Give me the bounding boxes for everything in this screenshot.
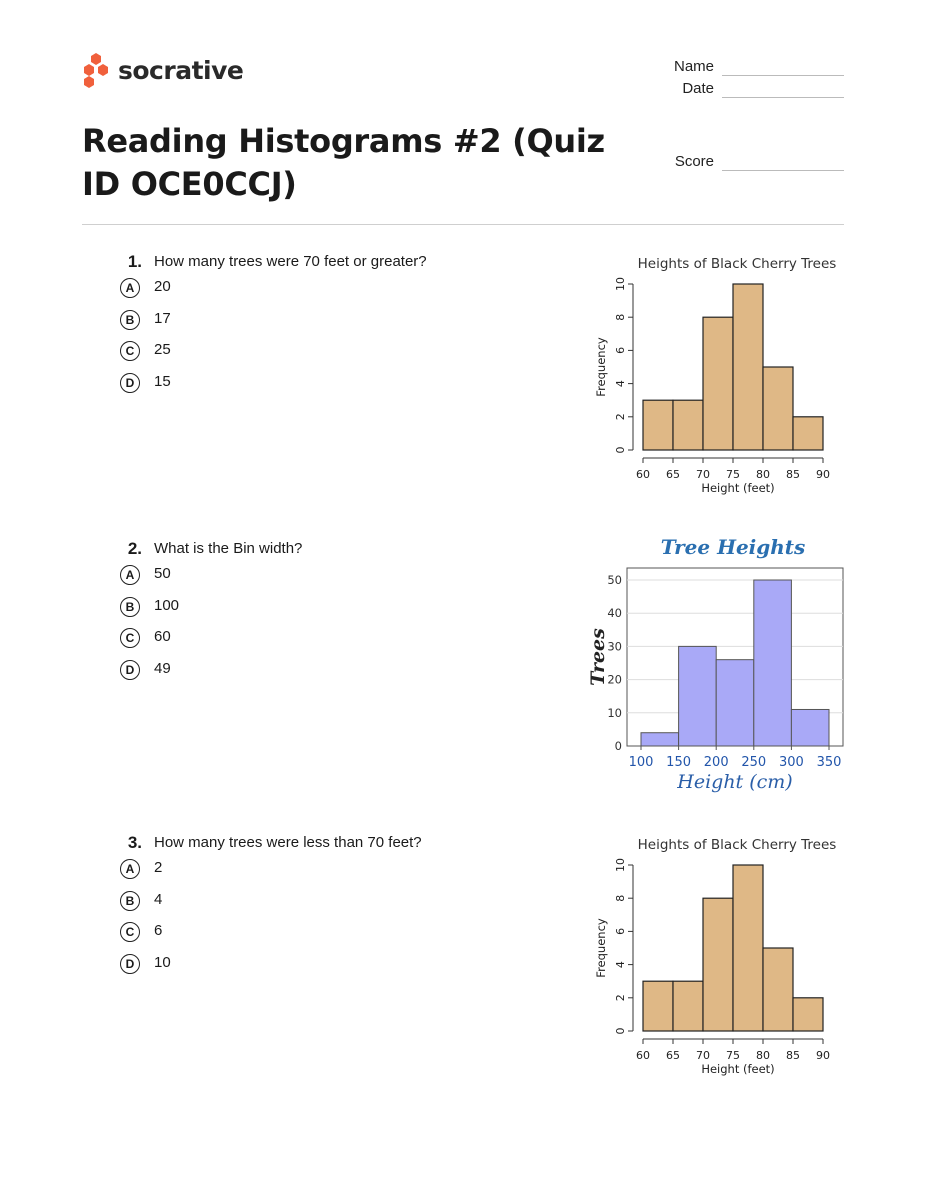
x-tick-label: 85 bbox=[786, 468, 800, 481]
histogram-bar bbox=[754, 580, 792, 746]
option-b[interactable] bbox=[82, 306, 562, 338]
x-tick-label: 250 bbox=[741, 755, 767, 770]
x-tick-label: 90 bbox=[816, 1049, 830, 1062]
histogram-black-cherry-2 bbox=[590, 829, 850, 1084]
x-tick-label: 60 bbox=[636, 1049, 650, 1062]
option-text: 25 bbox=[154, 341, 171, 358]
x-tick-label: 65 bbox=[666, 468, 680, 481]
question-2 bbox=[82, 539, 562, 687]
brand-logo bbox=[82, 52, 243, 88]
histogram-bar bbox=[643, 981, 673, 1031]
chart-title: Tree Heights bbox=[660, 535, 806, 559]
option-letter: C bbox=[120, 628, 140, 648]
histogram-bar bbox=[673, 400, 703, 450]
x-tick-label: 75 bbox=[726, 468, 740, 481]
y-axis-label: Trees bbox=[587, 628, 609, 686]
x-tick-label: 350 bbox=[816, 755, 842, 770]
x-tick-label: 200 bbox=[703, 755, 729, 770]
brand-name: socrative bbox=[118, 55, 244, 85]
y-tick-label: 30 bbox=[607, 639, 622, 654]
option-text: 15 bbox=[154, 372, 171, 390]
option-a[interactable] bbox=[82, 274, 562, 306]
question-1 bbox=[82, 252, 562, 400]
histogram-bar bbox=[733, 865, 763, 1031]
date-label: Date bbox=[682, 80, 714, 97]
option-text: 4 bbox=[154, 890, 163, 908]
histogram-bar bbox=[733, 284, 763, 450]
name-field[interactable] bbox=[660, 58, 850, 78]
histogram-black-cherry-1 bbox=[590, 248, 850, 503]
y-tick-label: 6 bbox=[614, 927, 627, 935]
option-d[interactable] bbox=[82, 656, 562, 688]
histogram-bar bbox=[703, 898, 733, 1031]
y-tick-label: 4 bbox=[614, 380, 627, 388]
x-tick-label: 60 bbox=[636, 468, 650, 481]
y-tick-label: 50 bbox=[607, 573, 622, 587]
y-tick-label: 0 bbox=[614, 739, 622, 753]
histogram-bar bbox=[763, 948, 793, 1031]
date-field[interactable] bbox=[660, 80, 850, 100]
divider bbox=[82, 224, 844, 225]
option-d[interactable] bbox=[82, 369, 562, 401]
score-label: Score bbox=[674, 153, 714, 170]
question-text: How many trees were less than 70 feet? bbox=[154, 834, 422, 851]
x-tick-label: 70 bbox=[696, 1049, 710, 1062]
option-a[interactable] bbox=[82, 561, 562, 593]
option-text: 6 bbox=[154, 922, 163, 939]
histogram-bar bbox=[703, 317, 733, 450]
option-a[interactable] bbox=[82, 855, 562, 887]
option-letter: C bbox=[120, 341, 140, 361]
question-number: 2. bbox=[127, 539, 142, 558]
option-text: 20 bbox=[154, 278, 171, 295]
y-tick-label: 6 bbox=[614, 346, 627, 354]
option-letter: A bbox=[120, 859, 140, 879]
chart-title: Heights of Black Cherry Trees bbox=[637, 256, 837, 272]
x-tick-label: 80 bbox=[756, 1049, 770, 1062]
histogram-bar bbox=[793, 998, 823, 1031]
option-d[interactable] bbox=[82, 950, 562, 982]
option-letter: C bbox=[120, 922, 140, 942]
chart-title: Heights of Black Cherry Trees bbox=[637, 837, 837, 853]
x-tick-label: 80 bbox=[756, 468, 770, 481]
option-letter: D bbox=[120, 660, 140, 680]
option-b[interactable] bbox=[82, 593, 562, 625]
histogram-bar bbox=[793, 417, 823, 450]
y-tick-label: 10 bbox=[614, 277, 627, 291]
x-tick-label: 65 bbox=[666, 1049, 680, 1062]
question-text: How many trees were 70 feet or greater? bbox=[154, 253, 427, 270]
y-tick-label: 20 bbox=[607, 672, 622, 687]
y-tick-label: 2 bbox=[614, 994, 627, 1002]
option-letter: B bbox=[120, 597, 140, 617]
x-tick-label: 90 bbox=[816, 468, 830, 481]
option-text: 60 bbox=[154, 628, 171, 645]
y-tick-label: 8 bbox=[614, 313, 627, 321]
x-tick-label: 150 bbox=[666, 755, 692, 770]
y-tick-label: 2 bbox=[614, 413, 627, 421]
name-label: Name bbox=[673, 58, 714, 75]
score-line bbox=[722, 170, 844, 171]
x-tick-label: 70 bbox=[696, 468, 710, 481]
option-text: 2 bbox=[154, 859, 163, 876]
option-letter: B bbox=[120, 310, 140, 330]
y-tick-label: 8 bbox=[614, 894, 627, 902]
date-line bbox=[722, 97, 844, 98]
y-axis-label: Frequency bbox=[594, 337, 608, 397]
page-title: Reading Histograms #2 (Quiz ID OCE0CCJ) bbox=[82, 122, 605, 203]
y-tick-label: 40 bbox=[607, 606, 622, 621]
histogram-bar bbox=[679, 646, 717, 746]
y-axis-label: Frequency bbox=[594, 918, 608, 978]
option-text: 50 bbox=[154, 565, 171, 582]
option-letter: D bbox=[120, 954, 140, 974]
histogram-bar bbox=[716, 660, 754, 746]
x-tick-label: 75 bbox=[726, 1049, 740, 1062]
option-letter: B bbox=[120, 891, 140, 911]
option-text: 10 bbox=[154, 953, 171, 971]
histogram-bar bbox=[643, 400, 673, 450]
question-text: What is the Bin width? bbox=[154, 540, 303, 557]
question-number: 3. bbox=[127, 833, 142, 852]
x-tick-label: 85 bbox=[786, 1049, 800, 1062]
x-axis-label: Height (feet) bbox=[701, 1062, 775, 1076]
question-number: 1. bbox=[127, 252, 142, 271]
question-3 bbox=[82, 833, 562, 981]
option-c[interactable] bbox=[82, 918, 562, 950]
histogram-bar bbox=[791, 709, 829, 746]
option-letter: A bbox=[120, 278, 140, 298]
histogram-bar bbox=[673, 981, 703, 1031]
score-field[interactable] bbox=[660, 153, 850, 173]
y-tick-label: 0 bbox=[614, 446, 627, 454]
x-tick-label: 300 bbox=[778, 755, 804, 770]
option-letter: D bbox=[120, 373, 140, 393]
y-tick-label: 0 bbox=[614, 1027, 627, 1035]
option-letter: A bbox=[120, 565, 140, 585]
x-axis-label: Height (cm) bbox=[677, 771, 793, 793]
option-c[interactable] bbox=[82, 624, 562, 656]
y-tick-label: 10 bbox=[614, 858, 627, 872]
x-axis-label: Height (feet) bbox=[701, 481, 775, 495]
option-c[interactable] bbox=[82, 337, 562, 369]
option-text: 17 bbox=[154, 309, 171, 327]
histogram-bar bbox=[763, 367, 793, 450]
y-tick-label: 10 bbox=[607, 705, 622, 720]
option-text: 49 bbox=[154, 659, 171, 677]
name-line bbox=[722, 75, 844, 76]
histogram-bar bbox=[641, 733, 679, 746]
hexagon-cluster-icon bbox=[82, 52, 110, 88]
x-tick-label: 100 bbox=[628, 755, 654, 770]
histogram-tree-heights bbox=[585, 530, 855, 800]
option-text: 100 bbox=[154, 596, 180, 614]
y-tick-label: 4 bbox=[614, 961, 627, 969]
option-b[interactable] bbox=[82, 887, 562, 919]
